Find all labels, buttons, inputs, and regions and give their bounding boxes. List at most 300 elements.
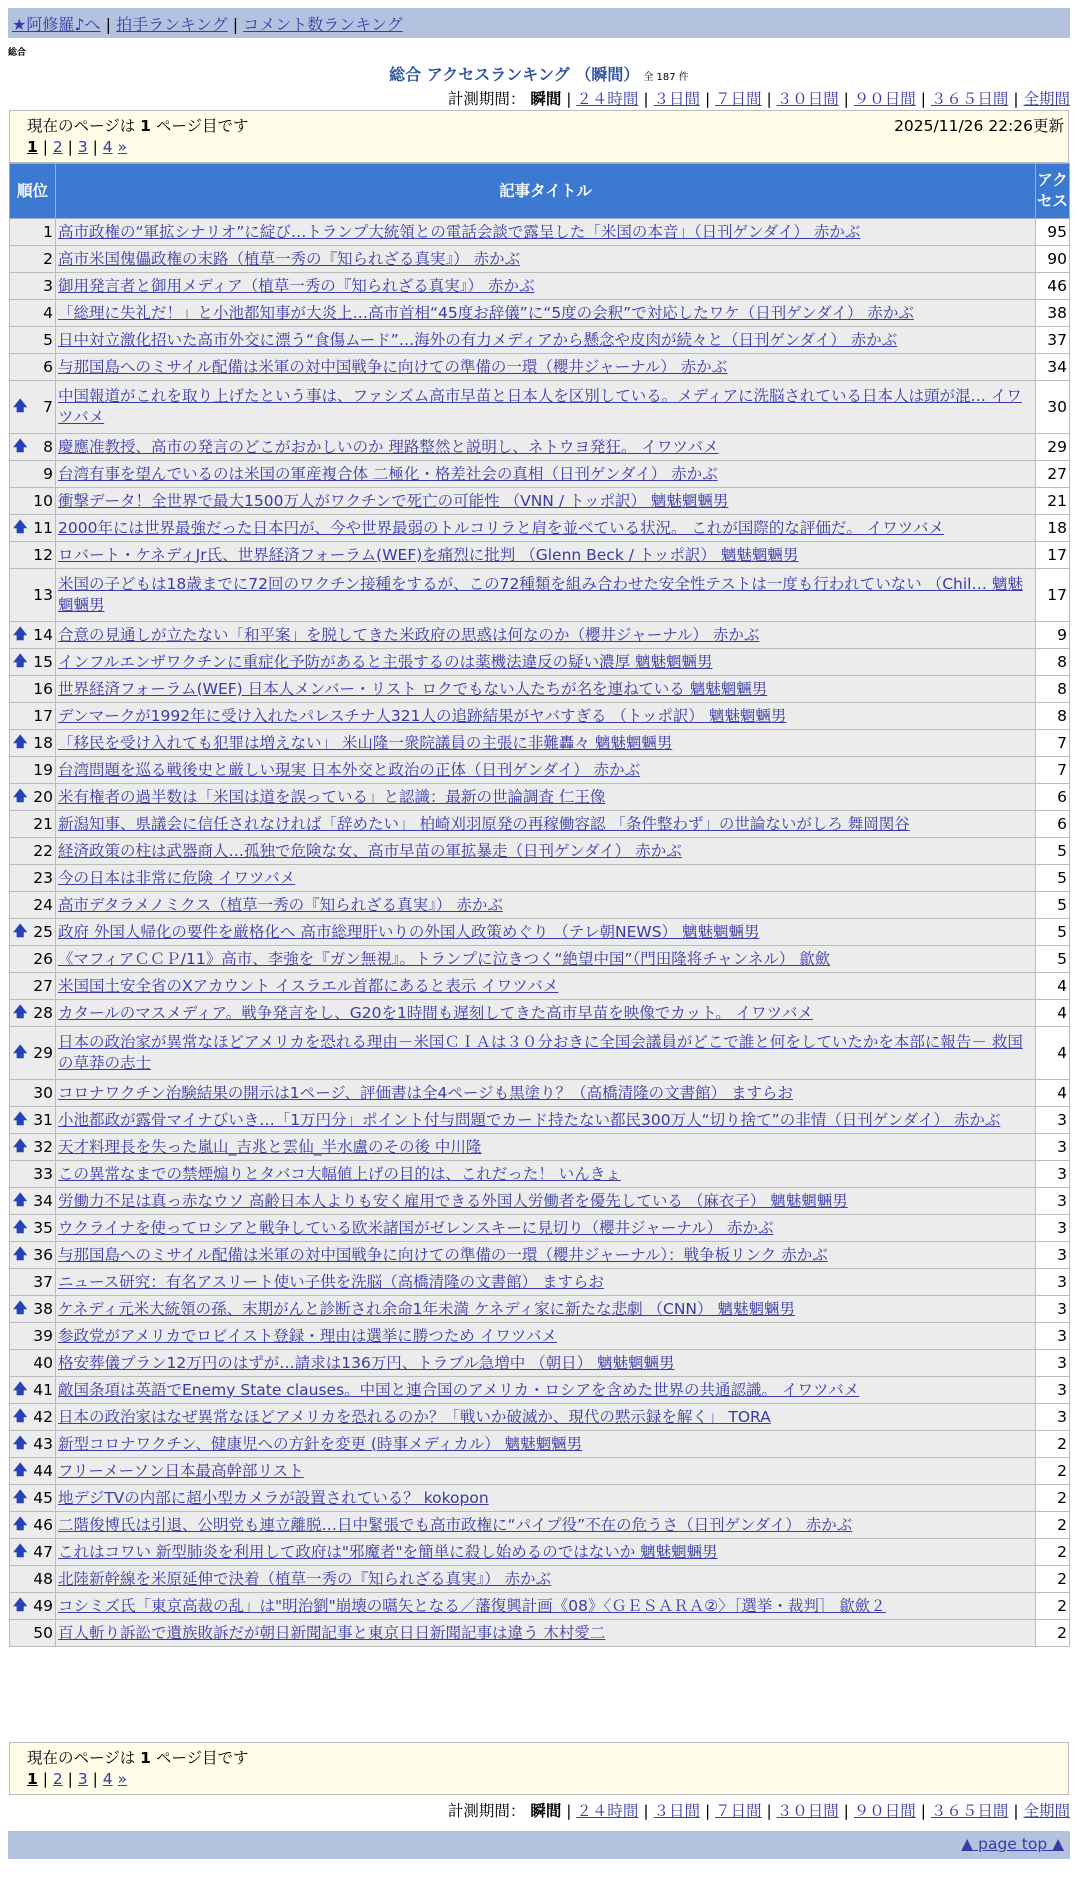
page-top-link[interactable]: ▲ page top ▲: [961, 1835, 1064, 1853]
article-link[interactable]: 合意の見通しが立たない「和平案」を脱してきた米政府の思惑は何なのか（櫻井ジャーナル） 赤かぶ: [58, 625, 760, 644]
article-link[interactable]: 与那国島へのミサイル配備は米軍の対中国戦争に向けての準備の一環（櫻井ジャーナル）：戦争板リンク 赤かぶ: [58, 1245, 828, 1264]
table-row: [10, 892, 1070, 919]
article-link[interactable]: 「移民を受け入れても犯罪は増えない」 米山隆一衆院議員の主張に非難轟々 魑魅魍魎男: [58, 733, 673, 752]
table-row: [10, 622, 1070, 649]
page-link-current[interactable]: 1: [27, 1770, 38, 1788]
rank-cell: [10, 1539, 56, 1566]
title-cell: [56, 488, 1036, 515]
rank-cell: [10, 354, 56, 381]
article-link[interactable]: 日中対立激化招いた高市外交に漂う“食傷ムード”…海外の有力メディアから懸念や皮肉が続々と（日刊ゲンダイ） 赤かぶ: [58, 330, 898, 349]
rank-number: 38: [33, 1299, 53, 1318]
period-separator: |: [638, 90, 654, 108]
article-link[interactable]: コロナワクチン治験結果の開示は1ページ、評価書は全4ページも黒塗り？（高橋清隆の文書館） ますらお: [58, 1083, 794, 1102]
current-page-text: 現在のページは 1 ページ目です: [27, 117, 249, 135]
up-arrow-icon: 🡅: [13, 519, 28, 536]
access-count: 27: [1036, 461, 1070, 488]
updated-timestamp: 2025/11/26 22:26更新: [894, 117, 1064, 135]
article-link[interactable]: デンマークが1992年に受け入れたパレスチナ人321人の追跡結果がヤバすぎる （トッポ訳） 魑魅魍魎男: [58, 706, 787, 725]
title-cell: [56, 273, 1036, 300]
rank-number: 18: [33, 733, 53, 752]
article-link[interactable]: 地デジTVの内部に超小型カメラが設置されている？ kokopon: [58, 1488, 489, 1507]
rank-cell: [10, 515, 56, 542]
title-cell: [56, 569, 1036, 622]
rank-cell: [10, 1269, 56, 1296]
access-count: 8: [1036, 649, 1070, 676]
rank-number: 17: [33, 706, 53, 725]
rank-cell: [10, 757, 56, 784]
page-links: [27, 1770, 127, 1788]
access-count: 34: [1036, 354, 1070, 381]
title-cell: [56, 1242, 1036, 1269]
up-arrow-icon: 🡅: [13, 1004, 28, 1021]
article-link[interactable]: 格安葬儀プラン12万円のはずが…請求は136万円、トラブル急増中 （朝日） 魑魅魍魎男: [58, 1353, 675, 1372]
rank-cell: [10, 381, 56, 434]
title-cell: [56, 515, 1036, 542]
rank-number: 28: [33, 1003, 53, 1022]
rank-cell: [10, 273, 56, 300]
article-link[interactable]: 米国の子どもは18歳までに72回のワクチン接種をするが、この72種類を組み合わせた安全性テストは一度も行われていない （Chil… 魑魅魍魎男: [58, 575, 1023, 614]
period-separator: |: [1008, 90, 1024, 108]
rank-cell: [10, 1377, 56, 1404]
title-cell: [56, 838, 1036, 865]
rank-cell: [10, 1512, 56, 1539]
period-link[interactable]: ２４時間: [576, 1802, 639, 1820]
table-row: [10, 784, 1070, 811]
rank-cell: [10, 1620, 56, 1647]
table-row: [10, 1000, 1070, 1027]
article-link[interactable]: 衝撃データ！全世界で最大1500万人がワクチンで死亡の可能性 （VNN / トッポ訳） 魑魅魍魎男: [58, 491, 729, 510]
access-count: 2: [1036, 1539, 1070, 1566]
rank-number: 14: [33, 625, 53, 644]
title-cell: [56, 1080, 1036, 1107]
rank-cell: [10, 1485, 56, 1512]
access-count: 2: [1036, 1512, 1070, 1539]
rank-cell: [10, 865, 56, 892]
period-link[interactable]: ３６５日間: [930, 90, 1009, 108]
rank-cell: [10, 488, 56, 515]
access-count: 9: [1036, 622, 1070, 649]
access-count: 6: [1036, 811, 1070, 838]
rank-cell: [10, 1188, 56, 1215]
article-link[interactable]: 小池都政が露骨マイナびいき…「1万円分」ポイント付与問題でカード持たない都民300万人“切り捨て”の非情（日刊ゲンダイ） 赤かぶ: [58, 1110, 1001, 1129]
table-row: [10, 1512, 1070, 1539]
article-link[interactable]: 政府 外国人帰化の要件を厳格化へ 高市総理肝いりの外国人政策めぐり （テレ朝NEWS） 魑魅魍魎男: [58, 922, 760, 941]
rank-number: 27: [33, 976, 53, 995]
home-link[interactable]: ★阿修羅♪へ: [12, 15, 101, 34]
title-cell: [56, 1027, 1036, 1080]
access-count: 5: [1036, 946, 1070, 973]
rank-cell: [10, 1323, 56, 1350]
access-count: 18: [1036, 515, 1070, 542]
page-link[interactable]: 4: [102, 138, 113, 156]
period-link[interactable]: 全期間: [1023, 1802, 1070, 1820]
table-row: [10, 273, 1070, 300]
rank-number: 7: [43, 397, 53, 416]
up-arrow-icon: 🡅: [13, 653, 28, 670]
col-rank-header: 順位: [10, 164, 56, 219]
title-cell: [56, 246, 1036, 273]
table-row: [10, 865, 1070, 892]
rank-number: 42: [33, 1407, 53, 1426]
title-cell: [56, 622, 1036, 649]
period-separator: |: [838, 90, 854, 108]
rank-cell: [10, 838, 56, 865]
up-arrow-icon: 🡅: [13, 788, 28, 805]
access-count: 2: [1036, 1593, 1070, 1620]
title-cell: [56, 973, 1036, 1000]
rank-cell: [10, 1080, 56, 1107]
rank-cell: [10, 569, 56, 622]
page-link-current[interactable]: 1: [27, 138, 38, 156]
article-link[interactable]: 高市政権の“軍拡シナリオ”に綻び…トランプ大統領との電話会談で露呈した「米国の本音」（日刊ゲンダイ） 赤かぶ: [58, 222, 861, 241]
table-row: [10, 1377, 1070, 1404]
rank-number: 33: [33, 1164, 53, 1183]
rank-cell: [10, 1566, 56, 1593]
period-separator: |: [915, 1802, 931, 1820]
up-arrow-icon: 🡅: [13, 1435, 28, 1452]
up-arrow-icon: 🡅: [13, 438, 28, 455]
table-row: [10, 838, 1070, 865]
rank-number: 30: [33, 1083, 53, 1102]
article-link[interactable]: 日本の政治家はなぜ異常なほどアメリカを恐れるのか？「戦いか破滅か、現代の黙示録を解く」 TORA: [58, 1407, 771, 1426]
up-arrow-icon: 🡅: [13, 1111, 28, 1128]
page-separator: |: [37, 1770, 53, 1788]
rank-cell: [10, 1027, 56, 1080]
rank-number: 10: [33, 491, 53, 510]
period-link[interactable]: ７日間: [715, 1802, 762, 1820]
table-row: [10, 1485, 1070, 1512]
title-cell: [56, 676, 1036, 703]
rank-cell: [10, 1134, 56, 1161]
access-count: 30: [1036, 381, 1070, 434]
table-row: [10, 381, 1070, 434]
table-row: [10, 434, 1070, 461]
rank-number: 39: [33, 1326, 53, 1345]
rank-number: 35: [33, 1218, 53, 1237]
title-cell: [56, 327, 1036, 354]
period-link[interactable]: ３０日間: [776, 90, 839, 108]
article-link[interactable]: 中国報道がこれを取り上げたという事は、ファシズム高市早苗と日本人を区別している。メディアに洗脳されている日本人は頭が混… イワツバメ: [58, 387, 1022, 426]
period-separator: |: [1008, 1802, 1024, 1820]
rank-cell: [10, 1593, 56, 1620]
access-count: 5: [1036, 892, 1070, 919]
clap-ranking-link[interactable]: 拍手ランキング: [116, 15, 228, 34]
article-link[interactable]: 労働力不足は真っ赤なウソ 高齢日本人よりも安く雇用できる外国人労働者を優先している （麻衣子） 魑魅魍魎男: [58, 1191, 848, 1210]
title-cell: [56, 1485, 1036, 1512]
access-count: 5: [1036, 865, 1070, 892]
page-links: [27, 138, 127, 156]
rank-cell: [10, 973, 56, 1000]
rank-number: 24: [33, 895, 53, 914]
rank-number: 25: [33, 922, 53, 941]
col-title-header: 記事タイトル: [56, 164, 1036, 219]
period-separator: |: [761, 1802, 777, 1820]
access-count: 17: [1036, 569, 1070, 622]
title-cell: [56, 1404, 1036, 1431]
article-link[interactable]: ロバート・ケネディJr氏、世界経済フォーラム(WEF)を痛烈に批判 （Glenn Beck / トッポ訳） 魑魅魍魎男: [58, 545, 799, 564]
table-row: [10, 515, 1070, 542]
article-link[interactable]: ケネディ元米大統領の孫、末期がんと診断され余命1年未満 ケネディ家に新たな悲劇 （CNN） 魑魅魍魎男: [58, 1299, 795, 1318]
rank-number: 8: [43, 437, 53, 456]
table-row: [10, 676, 1070, 703]
table-row: [10, 1539, 1070, 1566]
period-separator: |: [838, 1802, 854, 1820]
article-link[interactable]: 新潟知事、県議会に信任されなければ「辞めたい」 柏崎刈羽原発の再稼働容認 「条件整わず」の世論ないがしろ 舞岡関谷: [58, 814, 910, 833]
access-count: 2: [1036, 1485, 1070, 1512]
title-cell: [56, 946, 1036, 973]
article-link[interactable]: 2000年には世界最強だった日本円が、今や世界最弱のトルコリラと肩を並べている状況。 これが国際的な評価だ。 イワツバメ: [58, 518, 944, 537]
article-link[interactable]: 百人斬り訴訟で遺族敗訴だが朝日新聞記事と東京日日新聞記事は違う 木村愛二: [58, 1623, 606, 1642]
title-cell: [56, 300, 1036, 327]
article-link[interactable]: 台湾有事を望んでいるのは米国の軍産複合体 二極化・格差社会の真相（日刊ゲンダイ） 赤かぶ: [58, 464, 718, 483]
title-cell: [56, 1593, 1036, 1620]
rank-number: 48: [33, 1569, 53, 1588]
ranking-rows: [10, 219, 1070, 1647]
article-link[interactable]: これはコワい 新型肺炎を利用して政府は"邪魔者"を簡単に殺し始めるのではないか 魑魅魍魎男: [58, 1542, 718, 1561]
rank-number: 34: [33, 1191, 53, 1210]
current-page-text: 現在のページは 1 ページ目です: [27, 1749, 249, 1767]
rank-number: 6: [43, 357, 53, 376]
page-separator: |: [87, 138, 103, 156]
rank-number: 47: [33, 1542, 53, 1561]
access-count: 37: [1036, 327, 1070, 354]
access-count: 3: [1036, 1269, 1070, 1296]
period-link[interactable]: ７日間: [715, 90, 762, 108]
period-link[interactable]: ３日間: [653, 90, 701, 108]
access-count: 5: [1036, 838, 1070, 865]
rank-cell: [10, 1404, 56, 1431]
article-link[interactable]: 御用発言者と御用メディア（植草一秀の『知られざる真実』） 赤かぶ: [58, 276, 535, 295]
article-link[interactable]: 「総理に失礼だ！」と小池都知事が大炎上…高市首相“45度お辞儀”に“5度の会釈”で対応したワケ（日刊ゲンダイ） 赤かぶ: [58, 303, 914, 322]
rank-cell: [10, 892, 56, 919]
ranking-title: 総合 アクセスランキング （瞬間）: [389, 65, 640, 84]
access-count: 4: [1036, 1000, 1070, 1027]
page-link[interactable]: 2: [52, 1770, 63, 1788]
table-row: [10, 461, 1070, 488]
next-page-link[interactable]: »: [117, 138, 128, 156]
up-arrow-icon: 🡅: [13, 1138, 28, 1155]
title-cell: [56, 461, 1036, 488]
title-cell: [56, 1215, 1036, 1242]
rank-cell: [10, 919, 56, 946]
rank-cell: [10, 219, 56, 246]
period-label: 計測期間：: [447, 90, 526, 108]
table-row: [10, 1350, 1070, 1377]
period-link[interactable]: 全期間: [1023, 90, 1070, 108]
access-count: 5: [1036, 919, 1070, 946]
table-row: [10, 1269, 1070, 1296]
article-link[interactable]: 高市デタラメノミクス（植草一秀の『知られざる真実』） 赤かぶ: [58, 895, 503, 914]
article-link[interactable]: 経済政策の柱は武器商人…孤独で危険な女、高市早苗の軍拡暴走（日刊ゲンダイ） 赤かぶ: [58, 841, 682, 860]
article-link[interactable]: 高市米国傀儡政権の末路（植草一秀の『知られざる真実』） 赤かぶ: [58, 249, 521, 268]
up-arrow-icon: 🡅: [13, 1516, 28, 1533]
table-row: [10, 703, 1070, 730]
rank-cell: [10, 300, 56, 327]
rank-number: 37: [33, 1272, 53, 1291]
title-cell: [56, 865, 1036, 892]
title-cell: [56, 434, 1036, 461]
page-link[interactable]: 3: [77, 138, 88, 156]
table-row: [10, 1593, 1070, 1620]
nav-separator: |: [227, 15, 244, 34]
title-cell: [56, 381, 1036, 434]
article-link[interactable]: 与那国島へのミサイル配備は米軍の対中国戦争に向けての準備の一環（櫻井ジャーナル） 赤かぶ: [58, 357, 728, 376]
up-arrow-icon: 🡅: [13, 1408, 28, 1425]
period-link[interactable]: ３日間: [653, 1802, 701, 1820]
article-link[interactable]: 《マフィアＣＣＰ/11》高市、李強を『ガン無視』。トランプに泣きつく“絶望中国”（門田隆将チャンネル） 歙歛: [58, 949, 831, 968]
period-link[interactable]: ９０日間: [853, 1802, 916, 1820]
article-link[interactable]: 日本の政治家が異常なほどアメリカを恐れる理由－米国ＣＩＡは３０分おきに全国会議員がどこで誰と何をしていたかを本部に報告－ 救国の草莽の志士: [58, 1033, 1023, 1072]
up-arrow-icon: 🡅: [13, 1246, 28, 1263]
article-link[interactable]: ニュース研究：有名アスリート使い子供を洗脳（高橋清隆の文書館） ますらお: [58, 1272, 605, 1291]
access-count: 4: [1036, 1080, 1070, 1107]
page-separator: |: [62, 1770, 78, 1788]
access-count: 6: [1036, 784, 1070, 811]
rank-number: 49: [33, 1596, 53, 1615]
period-separator: |: [638, 1802, 654, 1820]
pager-top: [9, 110, 1069, 163]
table-row: [10, 300, 1070, 327]
access-count: 3: [1036, 1107, 1070, 1134]
title-cell: [56, 811, 1036, 838]
rank-number: 15: [33, 652, 53, 671]
access-count: 3: [1036, 1242, 1070, 1269]
rank-cell: [10, 811, 56, 838]
rank-cell: [10, 1000, 56, 1027]
table-row: [10, 1027, 1070, 1080]
rank-cell: [10, 246, 56, 273]
col-access-header: アクセス: [1036, 164, 1070, 219]
table-row: [10, 1215, 1070, 1242]
rank-number: 12: [33, 545, 53, 564]
next-page-link[interactable]: »: [117, 1770, 128, 1788]
rank-cell: [10, 703, 56, 730]
article-link[interactable]: 参政党がアメリカでロビイスト登録・理由は選挙に勝つため イワツバメ: [58, 1326, 557, 1345]
rank-number: 26: [33, 949, 53, 968]
article-link[interactable]: 慶應准教授、高市の発言のどこがおかしいのか 理路整然と説明し、ネトウヨ発狂。 イワツバメ: [58, 437, 719, 456]
rank-number: 45: [33, 1488, 53, 1507]
title-cell: [56, 542, 1036, 569]
access-count: 29: [1036, 434, 1070, 461]
comment-ranking-link[interactable]: コメント数ランキング: [243, 15, 403, 34]
rank-cell: [10, 327, 56, 354]
up-arrow-icon: 🡅: [13, 1192, 28, 1209]
up-arrow-icon: 🡅: [13, 398, 28, 415]
table-row: [10, 1458, 1070, 1485]
title-cell: [56, 1134, 1036, 1161]
title-cell: [56, 1188, 1036, 1215]
period-link[interactable]: ３０日間: [776, 1802, 839, 1820]
access-count: 7: [1036, 757, 1070, 784]
access-count: 3: [1036, 1377, 1070, 1404]
rank-number: 3: [43, 276, 53, 295]
up-arrow-icon: 🡅: [13, 1300, 28, 1317]
period-separator: |: [700, 1802, 716, 1820]
period-label: 計測期間：: [447, 1802, 526, 1820]
page-link[interactable]: 3: [77, 1770, 88, 1788]
period-link[interactable]: ９０日間: [853, 90, 916, 108]
article-link[interactable]: 世界経済フォーラム(WEF) 日本人メンバー・リスト ロクでもない人たちが名を連ねている 魑魅魍魎男: [58, 679, 768, 698]
access-count: 2: [1036, 1458, 1070, 1485]
rank-number: 21: [33, 814, 53, 833]
page-link[interactable]: 2: [52, 138, 63, 156]
rank-cell: [10, 461, 56, 488]
rank-number: 16: [33, 679, 53, 698]
article-link[interactable]: 天才料理長を失った嵐山_吉兆と雲仙_半水盧のその後 中川隆: [58, 1137, 482, 1156]
title-cell: [56, 649, 1036, 676]
article-link[interactable]: 新型コロナワクチン、健康児への方針を変更 (時事メディカル） 魑魅魍魎男: [58, 1434, 583, 1453]
article-link[interactable]: 米国国土安全省のXアカウント イスラエル首都にあると表示 イワツバメ: [58, 976, 559, 995]
rank-number: 20: [33, 787, 53, 806]
rank-number: 44: [33, 1461, 53, 1480]
access-count: 3: [1036, 1161, 1070, 1188]
title-cell: [56, 1458, 1036, 1485]
up-arrow-icon: 🡅: [13, 1381, 28, 1398]
article-link[interactable]: 北陸新幹線を米原延伸で決着（植草一秀の『知られざる真実』） 赤かぶ: [58, 1569, 552, 1588]
title-cell: [56, 1323, 1036, 1350]
article-link[interactable]: インフルエンザワクチンに重症化予防があると主張するのは薬機法違反の疑い濃厚 魑魅魍魎男: [58, 652, 713, 671]
title-cell: [56, 354, 1036, 381]
article-link[interactable]: カタールのマスメディア。戦争発言をし、G20を1時間も遅刻してきた高市早苗を映像でカット。 イワツバメ: [58, 1003, 813, 1022]
page-link[interactable]: 4: [102, 1770, 113, 1788]
access-count: 38: [1036, 300, 1070, 327]
access-count: 17: [1036, 542, 1070, 569]
article-link[interactable]: コシミズ氏「東京高裁の乱」は"明治劉"崩壊の嚆矢となる／藩復興計画《08》〈ＧＥＳＡＲＡ②〉［選挙・裁判］ 歙歛２: [58, 1596, 886, 1615]
period-link[interactable]: ３６５日間: [930, 1802, 1009, 1820]
rank-number: 13: [33, 585, 53, 604]
article-link[interactable]: 台湾問題を巡る戦後史と厳しい現実 日本外交と政治の正体（日刊ゲンダイ） 赤かぶ: [58, 760, 641, 779]
rank-number: 43: [33, 1434, 53, 1453]
table-row: [10, 1080, 1070, 1107]
table-row: [10, 1161, 1070, 1188]
title-cell: [56, 219, 1036, 246]
period-current: 瞬間: [530, 1802, 562, 1820]
table-row: [10, 811, 1070, 838]
article-link[interactable]: ウクライナを使ってロシアと戦争している欧米諸国がゼレンスキーに見切り（櫻井ジャーナル） 赤かぶ: [58, 1218, 774, 1237]
article-link[interactable]: 今の日本は非常に危険 イワツバメ: [58, 868, 296, 887]
pager-bottom: [9, 1742, 1069, 1795]
table-row: [10, 1323, 1070, 1350]
table-row: [10, 1566, 1070, 1593]
article-link[interactable]: この異常なまでの禁煙煽りとタバコ大幅値上げの目的は、これだった！ いんきょ: [58, 1164, 621, 1183]
access-count: 7: [1036, 730, 1070, 757]
up-arrow-icon: 🡅: [13, 923, 28, 940]
rank-number: 9: [43, 464, 53, 483]
up-arrow-icon: 🡅: [13, 1543, 28, 1560]
period-link[interactable]: ２４時間: [576, 90, 639, 108]
period-selector-top: [448, 87, 1070, 109]
access-count: 3: [1036, 1296, 1070, 1323]
article-link[interactable]: フリーメーソン日本最高幹部リスト: [58, 1461, 304, 1480]
title-cell: [56, 892, 1036, 919]
article-link[interactable]: 二階俊博氏は引退、公明党も連立離脱…日中緊張でも高市政権に“パイプ役”不在の危うさ（日刊ゲンダイ） 赤かぶ: [58, 1515, 853, 1534]
article-link[interactable]: 敵国条項は英語でEnemy State clauses。中国と連合国のアメリカ・ロシアを含めた世界の共通認識。 イワツバメ: [58, 1380, 860, 1399]
table-row: [10, 1296, 1070, 1323]
page-separator: |: [37, 138, 53, 156]
rank-number: 19: [33, 760, 53, 779]
rank-number: 46: [33, 1515, 53, 1534]
table-row: [10, 1134, 1070, 1161]
period-links: [566, 1802, 1070, 1820]
title-cell: [56, 1161, 1036, 1188]
up-arrow-icon: 🡅: [13, 734, 28, 751]
rank-cell: [10, 622, 56, 649]
rank-cell: [10, 730, 56, 757]
rank-cell: [10, 1242, 56, 1269]
article-link[interactable]: 米有権者の過半数は「米国は道を誤っている」と認識：最新の世論調査 仁王像: [58, 787, 606, 806]
table-row: [10, 246, 1070, 273]
rank-number: 36: [33, 1245, 53, 1264]
